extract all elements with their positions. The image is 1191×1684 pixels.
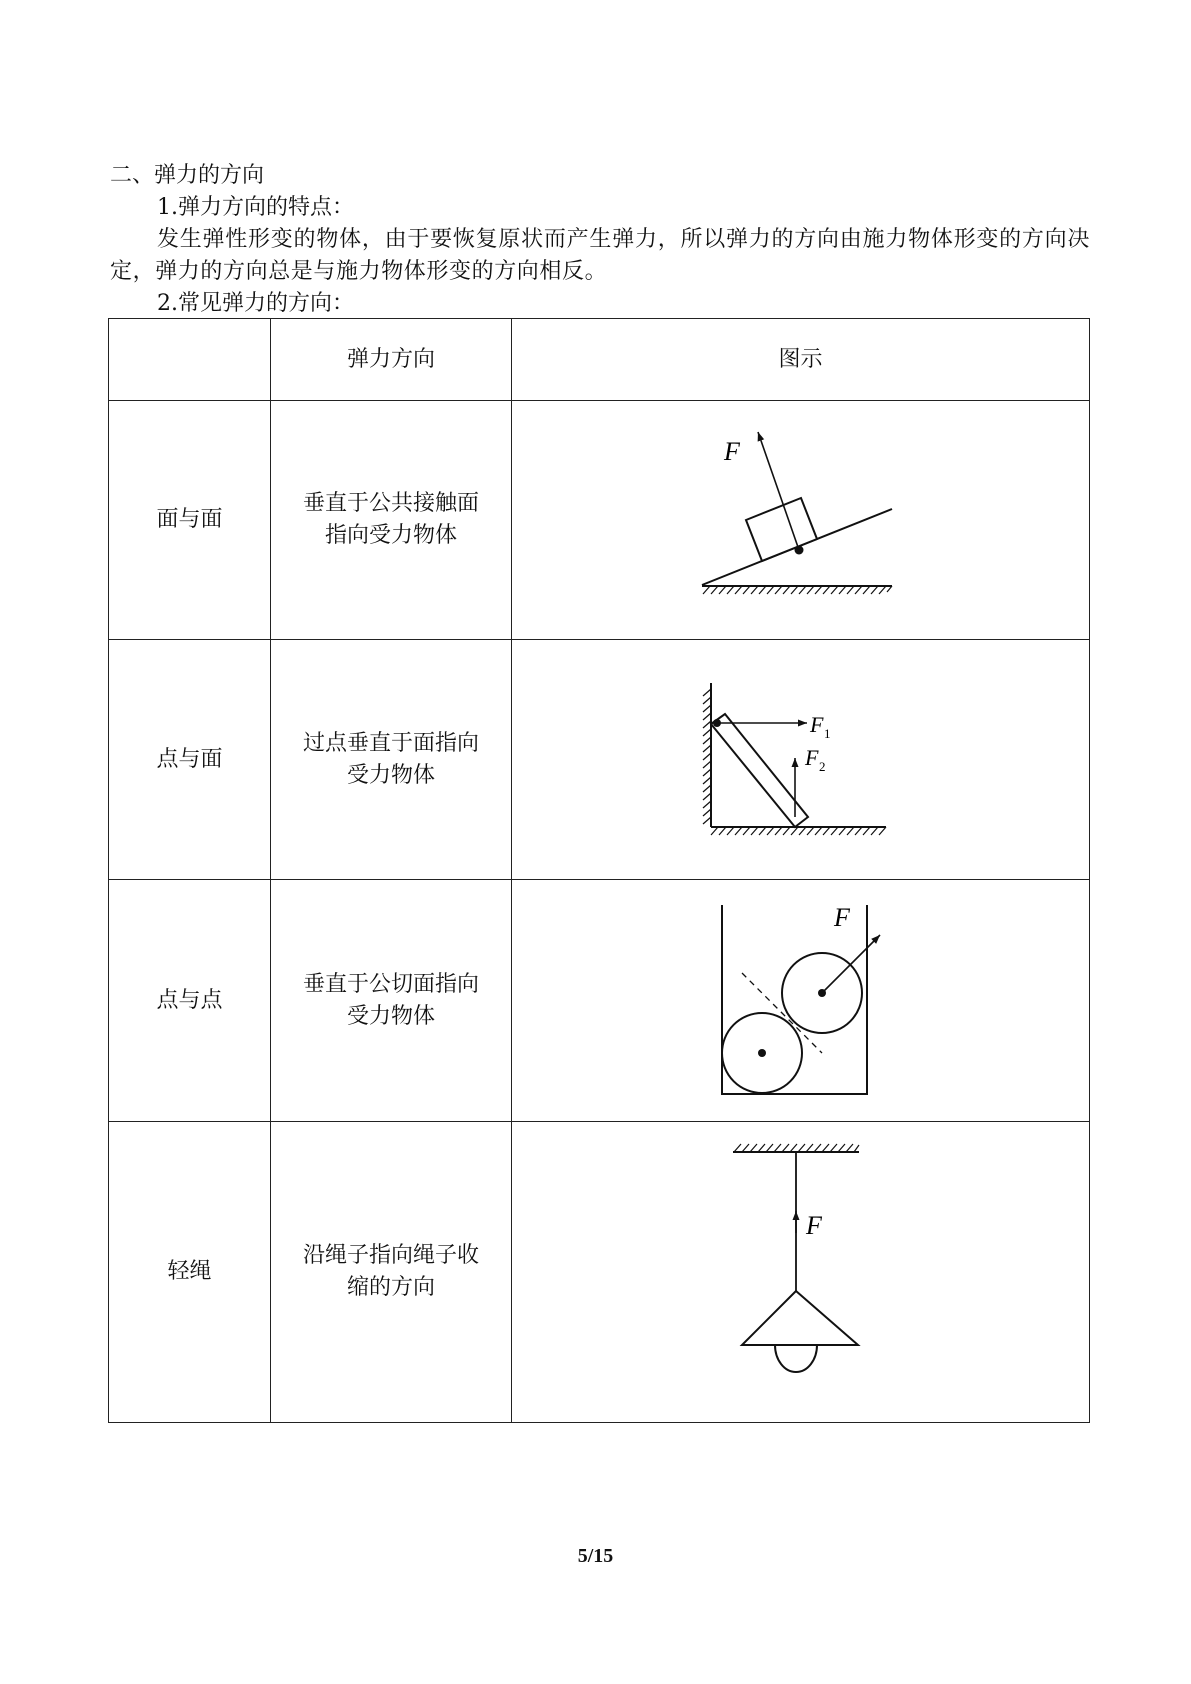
contact-type-cell: 面与面 <box>109 401 271 640</box>
section-heading: 二、弹力的方向 <box>110 163 265 188</box>
point-point-diagram <box>512 881 1089 1121</box>
table-row <box>109 401 1090 640</box>
contact-type-cell: 点与面 <box>109 640 271 880</box>
force-label: F <box>724 436 740 466</box>
subheading-2: 2.常见弹力的方向： <box>157 291 354 316</box>
force-direction-table <box>108 318 1090 1423</box>
direction-cell <box>271 401 512 640</box>
direction-text: 垂直于公切面指向受力物体 <box>302 971 479 1029</box>
force-label-f1: F <box>810 711 824 737</box>
force-label-f2: F <box>805 744 819 770</box>
force-label: F <box>834 902 850 932</box>
point-surface-diagram <box>512 641 1089 879</box>
direction-text: 沿绳子指向绳子收缩的方向 <box>302 1243 479 1300</box>
paragraph: 发生弹性形变的物体，由于要恢复原状而产生弹力，所以弹力的方向由施力物体形变的方向决定，弹力的方向总是与施力物体形变的方向相反。 <box>110 227 1090 284</box>
direction-text: 过点垂直于面指向受力物体 <box>302 730 479 788</box>
direction-cell <box>271 1122 512 1423</box>
figure-cell <box>512 640 1090 880</box>
header-cell-empty <box>109 319 271 401</box>
force-subscript-2: 2 <box>819 758 826 774</box>
force-subscript-1: 1 <box>824 725 831 741</box>
page-number: 5/15 <box>577 1545 614 1567</box>
force-label: F <box>806 1210 822 1240</box>
surface-surface-diagram <box>512 402 1089 639</box>
header-cell-direction: 弹力方向 <box>271 319 512 401</box>
direction-text: 垂直于公共接触面指向受力物体 <box>302 491 479 548</box>
contact-type-cell: 轻绳 <box>109 1122 271 1423</box>
light-rope-diagram <box>512 1123 1089 1422</box>
table-row <box>109 880 1090 1122</box>
direction-cell <box>271 880 512 1122</box>
contact-type-cell: 点与点 <box>109 880 271 1122</box>
figure-cell <box>512 1122 1090 1423</box>
figure-cell <box>512 401 1090 640</box>
figure-cell <box>512 880 1090 1122</box>
header-cell-figure: 图示 <box>512 319 1090 401</box>
table-row <box>109 640 1090 880</box>
direction-cell <box>271 640 512 880</box>
table-row <box>109 1122 1090 1423</box>
table-header-row <box>109 319 1090 401</box>
subheading-1: 1.弹力方向的特点： <box>157 195 354 220</box>
